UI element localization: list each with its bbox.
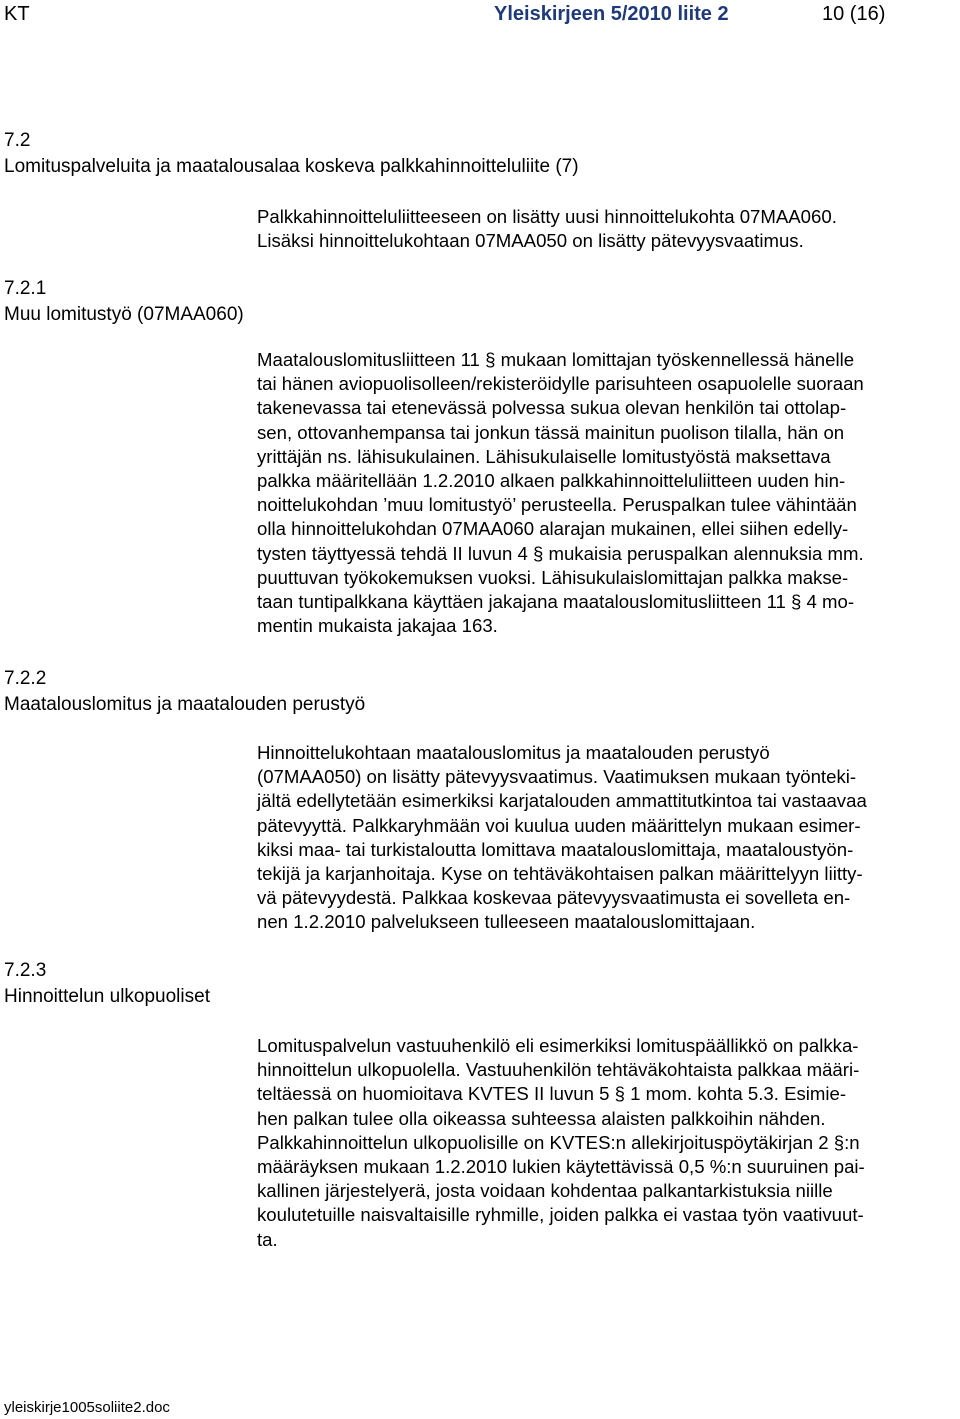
section-7-2-2-paragraph: [257, 741, 957, 935]
header-document-title: Yleiskirjeen 5/2010 liite 2: [494, 3, 729, 25]
paragraph-line: vä pätevyydestä. Palkkaa koskevaa pätevyysvaatimusta ei sovelleta en-: [257, 887, 851, 909]
paragraph-line: kallinen järjestelyerä, josta voidaan kohdentaa palkantarkistuksia niille: [257, 1180, 833, 1202]
section-7-2-1-number: 7.2.1: [4, 278, 47, 299]
paragraph-line: ta.: [257, 1228, 278, 1250]
paragraph-line: määräyksen mukaan 1.2.2010 lukien käytettävissä 0,5 %:n suuruinen pai-: [257, 1156, 865, 1178]
paragraph-line: pätevyyttä. Palkkaryhmään voi kuulua uuden määrittelyn mukaan esimer-: [257, 814, 861, 836]
section-7-2-3-title: Hinnoittelun ulkopuoliset: [4, 986, 210, 1007]
paragraph-line: noittelukohdan ’muu lomitustyö’ perusteella. Peruspalkan tulee vähintään: [257, 494, 857, 516]
paragraph-line: tysten täyttyessä tehdä II luvun 4 § mukaisia peruspalkan alennuksia mm.: [257, 542, 864, 564]
section-7-2-2-title: Maatalouslomitus ja maatalouden perustyö: [4, 694, 366, 715]
paragraph-line: mentin mukaista jakajaa 163.: [257, 615, 498, 637]
paragraph-line: teltäessä on huomioitava KVTES II luvun 5 § 1 mom. kohta 5.3. Esimie-: [257, 1083, 847, 1105]
paragraph-line: yrittäjän ns. lähisukulainen. Lähisukulaiselle lomitustyöstä maksettava: [257, 445, 831, 467]
paragraph-line: takenevassa tai etenevässä polvessa sukua olevan henkilön tai ottolap-: [257, 397, 847, 419]
intro-line: Palkkahinnoitteluliitteeseen on lisätty uusi hinnoittelukohta 07MAA060.: [257, 206, 837, 227]
paragraph-line: taan tuntipalkkana käyttäen jakajana maatalouslomitusliitteen 11 § 4 mo-: [257, 591, 855, 613]
paragraph-line: tai hänen aviopuolisolleen/rekisteröidylle parisuhteen osapuolelle suoraan: [257, 373, 864, 395]
paragraph-line: Hinnoittelukohtaan maatalouslomitus ja maatalouden perustyö: [257, 742, 770, 763]
paragraph-line: jältä edellytetään esimerkiksi karjatalouden ammattitutkintoa tai vastaavaa: [257, 790, 867, 812]
paragraph-line: koulutetuille naisvaltaisille ryhmille, joiden palkka ei vastaa työn vaativuut-: [257, 1204, 864, 1226]
section-7-2-1-paragraph: [257, 348, 957, 638]
section-7-2-title: Lomituspalveluita ja maatalousalaa koskeva palkkahinnoitteluliite (7): [4, 156, 579, 177]
paragraph-line: puuttuvan työkokemuksen vuoksi. Lähisukulaislomittajan palkka makse-: [257, 566, 849, 588]
paragraph-line: palkka määritellään 1.2.2010 alkaen palkkahinnoitteluliitteen uuden hin-: [257, 470, 846, 492]
paragraph-line: kiksi maa- tai turkistaloutta lomittava maatalouslomittaja, maataloustyön-: [257, 838, 854, 860]
paragraph-line: hinnoittelun ulkopuolella. Vastuuhenkilön tehtäväkohtaista palkkaa määri-: [257, 1059, 860, 1081]
paragraph-line: Lomituspalvelun vastuuhenkilö eli esimerkiksi lomituspäällikkö on palkka-: [257, 1035, 859, 1056]
paragraph-line: Maatalouslomitusliitteen 11 § mukaan lomittajan työskennellessä hänelle: [257, 349, 855, 370]
paragraph-line: hen palkan tulee olla oikeassa suhteessa alaisten palkkoihin nähden.: [257, 1107, 826, 1129]
paragraph-line: tekijä ja karjanhoitaja. Kyse on tehtäväkohtaisen palkan määrittelyyn liitty-: [257, 863, 863, 885]
footer-filename: yleiskirje1005soliite2.doc: [4, 1399, 170, 1416]
section-7-2-intro: [257, 205, 957, 253]
paragraph-line: Palkkahinnoittelun ulkopuolisille on KVTES:n allekirjoituspöytäkirjan 2 §:n: [257, 1131, 860, 1153]
header-left-code: KT: [4, 3, 30, 25]
section-7-2-1-title: Muu lomitustyö (07MAA060): [4, 304, 244, 325]
section-7-2-3-number: 7.2.3: [4, 960, 47, 981]
paragraph-line: sen, ottovanhempansa tai jonkun tässä mainitun puolison tilalla, hän on: [257, 421, 845, 443]
section-7-2-2-number: 7.2.2: [4, 668, 47, 689]
section-7-2-number: 7.2: [4, 130, 31, 151]
section-7-2-3-paragraph: [257, 1034, 957, 1252]
paragraph-line: olla hinnoittelukohdan 07MAA060 alarajan mukainen, ellei siihen edelly-: [257, 518, 849, 540]
intro-line: Lisäksi hinnoittelukohtaan 07MAA050 on lisätty pätevyysvaatimus.: [257, 230, 804, 252]
header-page-number: 10 (16): [822, 3, 886, 25]
paragraph-line: nen 1.2.2010 palvelukseen tulleeseen maatalouslomittajaan.: [257, 911, 756, 933]
paragraph-line: (07MAA050) on lisätty pätevyysvaatimus. Vaatimuksen mukaan työnteki-: [257, 766, 857, 788]
